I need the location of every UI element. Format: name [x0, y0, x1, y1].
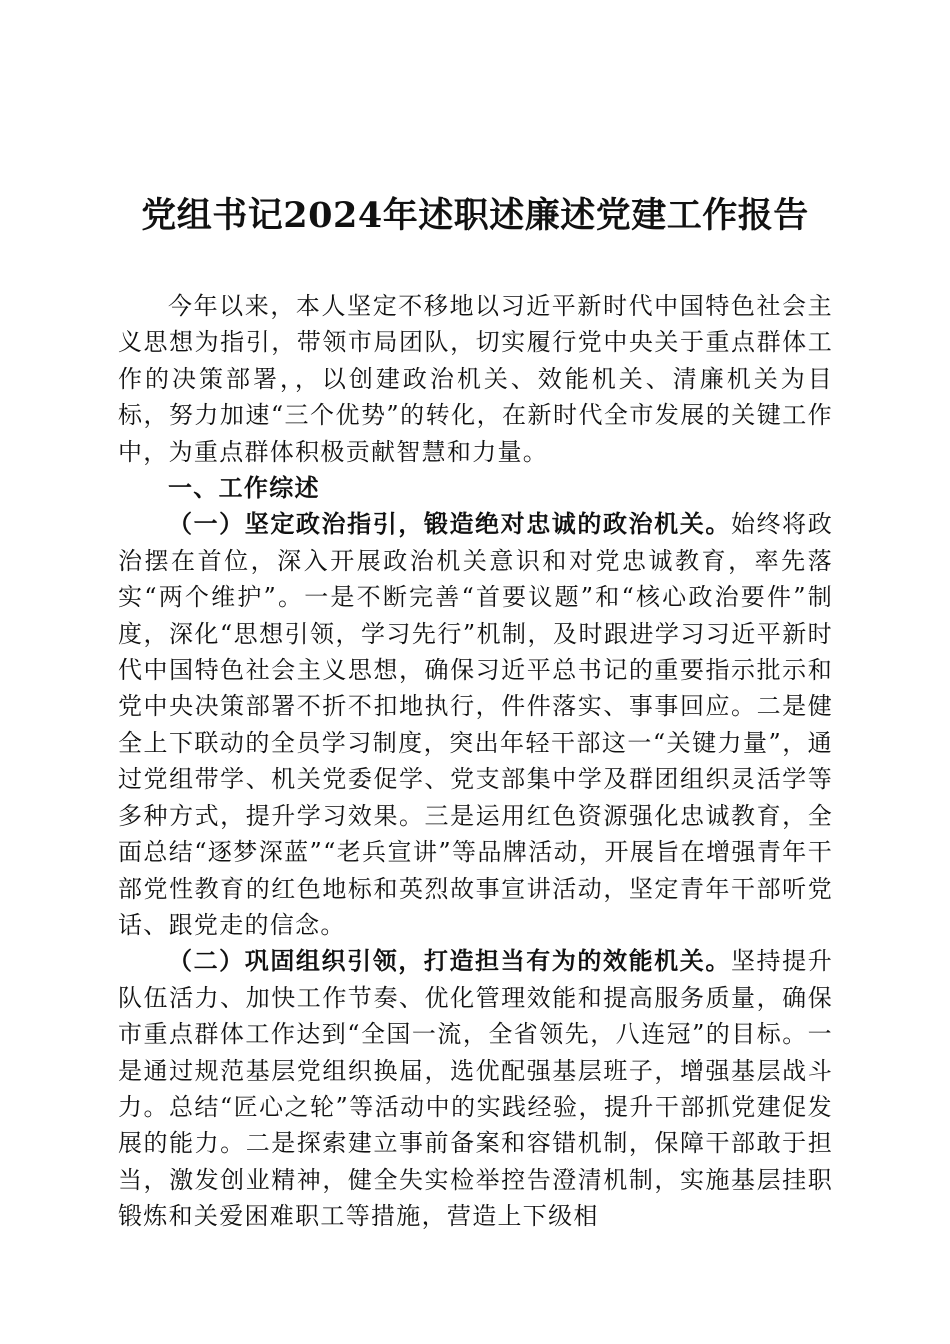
section-heading: 一、工作综述 — [168, 474, 320, 503]
intro-paragraph: 今年以来，本人坚定不移地以习近平新时代中国特色社会主义思想为指引，带领市局团队，切实履行党中央关于重点群体工作的决策部署，，以创建政治机关、效能机关、清廉机关为目标，努力加速“三个优势”的转化，在新时代全市发展的关键工作中，为重点群体积极贡献智慧和力量。 — [118, 292, 833, 466]
document-title: 党组书记2024年述职述廉述党建工作报告 — [141, 195, 809, 236]
paragraph-lead: （一）坚定政治指引，锻造绝对忠诚的政治机关。 — [168, 509, 731, 539]
paragraph-organization — [118, 943, 833, 1234]
paragraph-political — [118, 506, 833, 943]
paragraph-text: 坚持提升队伍活力、加快工作节奏、优化管理效能和提高服务质量，确保市重点群体工作达到“全国一流，全省领先，八连冠”的目标。一是通过规范基层党组织换届，选优配强基层班子，增强基层战斗力。总结“匠心之轮”等活动中的实践经验，提升干部抓党建促发展的能力。二是探索建立事前备案和容错机制，保障干部敢于担当，激发创业精神，健全失实检举控告澄清机制，实施基层挂职锻炼和关爱困难职工等措施，营造上下级相 — [118, 947, 833, 1231]
document-body — [118, 288, 833, 1235]
paragraph-lead: （二）巩固组织引领，打造担当有为的效能机关。 — [168, 946, 731, 976]
paragraph-text: 始终将政治摆在首位，深入开展政治机关意识和对党忠诚教育，率先落实“两个维护”。一是不断完善“首要议题”和“核心政治要件”制度，深化“思想引领，学习先行”机制，及时跟进学习习近平新时代中国特色社会主义思想，确保习近平总书记的重要指示批示和党中央决策部署不折不扣地执行，件件落实、事事回应。二是健全上下联动的全员学习制度，突出年轻干部这一“关键力量”，通过党组带学、机关党委促学、党支部集中学及群团组织灵活学等多种方式，提升学习效果。三是运用红色资源强化忠诚教育，全面总结“逐梦深蓝”“老兵宣讲”等品牌活动，开展旨在增强青年干部党性教育的红色地标和英烈故事宣讲活动，坚定青年干部听党话、跟党走的信念。 — [118, 510, 833, 939]
